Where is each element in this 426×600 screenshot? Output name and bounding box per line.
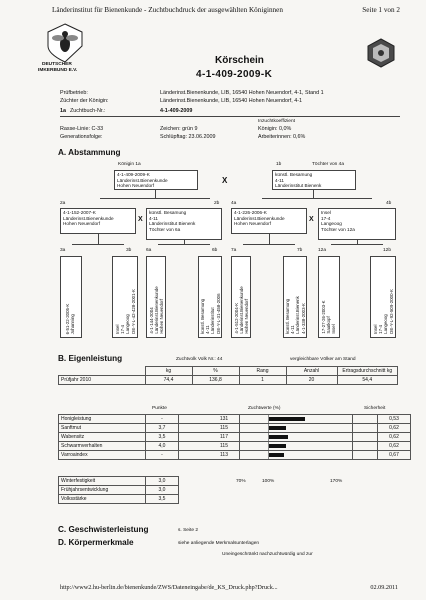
pedigree-box-3a <box>60 256 82 338</box>
table-cell <box>353 415 378 424</box>
box-line: Hohen Neuendorf <box>117 183 155 189</box>
merkmal-sicherheit: 0,67 <box>378 451 411 460</box>
merkmal-punkte: 4,0 <box>146 442 179 451</box>
hexagon-bee-icon <box>366 38 396 68</box>
box-line: Länderinst.Bienenkunde <box>117 177 168 183</box>
pedigree-box-1b <box>272 170 356 190</box>
label-7b: 7b <box>297 248 303 253</box>
zuchtwert-bar-cell <box>240 451 353 460</box>
zuechter-value: Länderinst.Bienenkunde, LIB, 16540 Hohen Neuendorf, 4-1 <box>160 98 303 104</box>
box-line: 4-11 <box>275 177 285 183</box>
zuchtbuch-code: 1a <box>60 108 66 114</box>
merkmal-label: Frühjahrsentwicklung <box>59 486 146 495</box>
box-line: Länderinst.Bienenkunde <box>234 215 285 221</box>
merkmal-sicherheit: 0,62 <box>378 442 411 451</box>
box-line: Insel <box>115 324 120 334</box>
zuchtwert-bar-cell <box>240 424 353 433</box>
table-cell <box>353 442 378 451</box>
table-cell: 54,4 <box>337 376 398 385</box>
table-row <box>59 451 411 460</box>
box-line: 17-4 <box>120 325 126 334</box>
label-6b: 6b <box>212 248 218 253</box>
zuchtwert-bar <box>268 417 305 421</box>
vbox-text <box>234 287 250 334</box>
zuchtwert-100-line <box>268 433 269 441</box>
box-line: 4-1-512-2004-K <box>234 303 239 334</box>
d-note: siehe anliegende Merkmalsunterlagen <box>178 541 260 546</box>
box-line: künstl. Besamung <box>285 299 290 334</box>
zuchtbuch-value: 4-1-409-2009 <box>160 108 193 114</box>
pedigree-box-4a <box>231 208 307 234</box>
label-3b: 3b <box>126 248 132 253</box>
table-cell <box>353 451 378 460</box>
table-header: Ertragsdurchschnitt kg <box>337 367 398 376</box>
pedigree-box-7a <box>231 256 251 338</box>
box-line: Länderinst.Bienenk <box>295 296 301 334</box>
label-toechter-4a: Töchter von 4a <box>312 162 344 167</box>
generation-label: Generationsfolge: <box>60 134 103 140</box>
table-row <box>59 433 411 442</box>
merkmal-zuchtwert: 115 <box>209 424 240 433</box>
box-line: Langeoog <box>383 314 389 334</box>
table-row <box>59 495 179 504</box>
table-cell <box>179 433 210 442</box>
schlupf-label: Schlüpftag: 23.06.2009 <box>160 134 216 140</box>
label-12b: 12b <box>383 248 392 253</box>
rasse-label: Rasse-Linie: C-33 <box>60 126 104 132</box>
merkmal-zuchtwert: 115 <box>209 442 240 451</box>
table-cell <box>179 424 210 433</box>
box-line: DE-Y-L-31-458-2006 <box>215 293 221 334</box>
merkmal-punkte: - <box>146 451 179 460</box>
footer-url: http://www2.hu-berlin.de/bienenkunde/ZWS/Dateneingabe/de_KS_Druck.php?Druck... <box>60 584 278 591</box>
merkmal-zuchtwert: 117 <box>209 433 240 442</box>
merkmal-punkte: - <box>146 415 179 424</box>
zuchtwert-100-line <box>268 442 269 450</box>
box-line: 4-1-144-2004 <box>149 307 154 334</box>
eigenleistung-table <box>58 366 398 385</box>
label-2b: 2b <box>214 201 220 206</box>
table-cell: 1 <box>239 376 286 385</box>
box-line: DE-Y-L-42-428-2001-K <box>130 289 136 334</box>
vbox-text <box>65 303 75 334</box>
table-cell: Prüfjahr 2010 <box>59 376 146 385</box>
label-1b: 1b <box>276 162 282 167</box>
merkmale-extra-table <box>58 476 179 504</box>
table-row <box>59 486 179 495</box>
connector <box>100 198 210 199</box>
table-header: % <box>192 367 239 376</box>
merkmal-sicherheit: 0,62 <box>378 424 411 433</box>
header-page-number: Seite 1 von 2 <box>362 6 400 14</box>
logo-text-1: DEUTSCHER <box>42 62 72 67</box>
vbox-text <box>115 289 136 334</box>
zuchtwert-bar <box>268 426 286 430</box>
merkmal-punkte: 3,7 <box>146 424 179 433</box>
table-row <box>59 415 411 424</box>
box-line: Länderinstitut Bienenk <box>149 221 196 227</box>
bee-logo-icon <box>38 22 92 62</box>
zuchtwerte-header: Zuchtwerte (%) <box>248 406 281 411</box>
vbox-text <box>285 296 306 334</box>
section-b-title: B. Eigenleistung <box>58 354 123 363</box>
zuchtwert-100-line <box>268 451 269 459</box>
box-line: Töchter von 6a <box>149 226 181 232</box>
connector <box>331 244 383 245</box>
connector <box>72 244 124 245</box>
zuchtwert-bar-cell <box>240 415 353 424</box>
connector <box>262 198 372 199</box>
zuchtwert-bar <box>268 435 288 439</box>
table-header: kg <box>145 367 192 376</box>
connector <box>158 244 210 245</box>
box-line: Insel <box>331 324 337 334</box>
table-row <box>59 442 411 451</box>
sicherheit-header: Sicherheit <box>364 406 386 411</box>
merkmal-zuchtwert: 113 <box>209 451 240 460</box>
label-7a: 7a <box>231 248 237 253</box>
label-1a: Königin 1a <box>118 162 141 167</box>
table-row <box>59 424 411 433</box>
label-12a: 12a <box>318 248 327 253</box>
box-line: 4-11 <box>149 215 159 221</box>
pedigree-box-2b <box>146 208 222 240</box>
merkmal-label: Volksstärke <box>59 495 146 504</box>
vbox-text <box>321 301 337 334</box>
box-line: Johanning <box>70 313 76 334</box>
connector <box>313 190 314 198</box>
table-cell <box>179 451 210 460</box>
box-line: 4-11 <box>290 325 296 334</box>
pedigree-box-7b <box>283 256 307 338</box>
box-line: 4-1-409-2009-K <box>117 172 150 177</box>
section-d-title: D. Körpermerkmale <box>58 538 134 547</box>
table-cell <box>353 424 378 433</box>
arbeiter-label: Arbeiterinnen: 0,6% <box>258 134 306 140</box>
zuchtwert-100-line <box>268 415 269 423</box>
label-4a: 4a <box>231 201 237 206</box>
inzucht-label: Inzuchtkoeffizient <box>258 119 295 124</box>
merkmal-label: Honigleistung <box>59 415 146 424</box>
cross-mark: X <box>309 216 314 223</box>
scale-170: 170% <box>330 479 343 484</box>
vbox-text <box>200 294 221 334</box>
box-line: 4-1-226-2006-K <box>234 210 267 215</box>
label-4b: 4b <box>386 201 392 206</box>
merkmal-label: Schwarmverhalten <box>59 442 146 451</box>
table-row <box>59 477 179 486</box>
zuchtbuch-label: Zuchtbuch-Nr.: <box>70 108 106 114</box>
table-cell <box>179 415 210 424</box>
table-cell: 74,4 <box>145 376 192 385</box>
table-cell: 20 <box>286 376 337 385</box>
zuchtvolk-label: Zuchtvolk Volk Nr.: 44 <box>176 357 223 362</box>
scale-70: 70% <box>236 479 246 484</box>
table-cell <box>353 433 378 442</box>
table-cell <box>59 367 146 376</box>
footer-date: 02.09.2011 <box>370 584 398 591</box>
logo-text-2: IMKERBUND E.V. <box>38 68 78 73</box>
label-6a: 6a <box>146 248 152 253</box>
merkmal-punkte: 3,0 <box>146 486 179 495</box>
vbox-text <box>373 289 394 334</box>
box-line: DE-Y-L-92-509-2000-K <box>388 289 394 334</box>
box-line: 4-11 <box>205 325 211 334</box>
zuchtwert-bar-cell <box>240 433 353 442</box>
box-line: Insel <box>373 324 378 334</box>
koenigin-label: Königin: 0,0% <box>258 126 292 132</box>
vbox-text <box>149 287 165 334</box>
cross-mark: X <box>222 176 228 185</box>
box-line: Länderinst.Bienenkunde <box>239 286 245 334</box>
merkmal-label: Wabensitz <box>59 433 146 442</box>
merkmal-label: Varroaindex <box>59 451 146 460</box>
connector <box>98 234 99 244</box>
zuchtwert-100-line <box>268 424 269 432</box>
box-line: 17-4 <box>321 215 331 221</box>
pedigree-box-6b <box>198 256 222 338</box>
connector <box>269 234 270 244</box>
cross-mark: X <box>138 216 143 223</box>
merkmal-punkte: 3,0 <box>146 477 179 486</box>
pruefbetrieb-label: Prüfbetrieb: <box>60 90 88 96</box>
label-3a: 3a <box>60 248 66 253</box>
table-header-row <box>59 367 398 376</box>
table-row <box>59 376 398 385</box>
pedigree-box-1a <box>114 170 198 190</box>
table-header: Rang <box>239 367 286 376</box>
c-note: s. Seite 2 <box>178 528 198 533</box>
pedigree-box-12b <box>370 256 396 338</box>
section-a-title: A. Abstammung <box>58 148 121 157</box>
zuchtwert-bar <box>268 444 286 448</box>
box-line: Saatkopf <box>326 316 332 334</box>
table-cell <box>179 442 210 451</box>
scale-100: 100% <box>262 479 275 484</box>
pedigree-box-2a <box>60 208 136 234</box>
merkmal-zuchtwert: 131 <box>209 415 240 424</box>
label-2a: 2a <box>60 201 66 206</box>
box-line: 17-4 <box>378 325 384 334</box>
table-cell: 136,8 <box>192 376 239 385</box>
merkmal-punkte: 3,5 <box>146 495 179 504</box>
box-line: Töchter von 12a <box>321 226 355 232</box>
box-line: künstl. Besamung <box>149 210 187 215</box>
pruefbetrieb-value: Länderinst.Bienenkunde, LIB, 16540 Hohen Neuendorf, 4-1, Stand 1 <box>160 90 324 96</box>
table-header: Anzahl <box>286 367 337 376</box>
signature-note: Uneingeschränkt nachzuchtwürdig und zur <box>222 552 313 557</box>
pedigree-box-3b <box>112 256 138 338</box>
box-line: Langeoog <box>125 314 131 334</box>
box-line: 17-27-26-2003-K <box>321 300 326 334</box>
box-line: Hohen Neuendorf <box>234 221 272 227</box>
pedigree-box-12a <box>318 256 340 338</box>
box-line: Insel <box>321 210 331 215</box>
merkmal-sicherheit: 0,53 <box>378 415 411 424</box>
doc-title: Körschein <box>215 55 264 66</box>
box-line: 6-51-22-2005-K <box>65 303 70 334</box>
section-c-title: C. Geschwisterleistung <box>58 525 149 534</box>
merkmale-table <box>58 414 411 460</box>
box-line: Länderinst.Bienenkunde <box>63 215 114 221</box>
box-line: Hohen Neuendorf <box>63 221 101 227</box>
zuchtwert-bar-cell <box>240 442 353 451</box>
pedigree-box-6a <box>146 256 166 338</box>
merkmal-label: Winterfestigkeit <box>59 477 146 486</box>
box-line: Hohen Neuendorf <box>159 299 165 334</box>
box-line: Hohen Neuendorf <box>244 299 250 334</box>
merkmal-label: Sanftmut <box>59 424 146 433</box>
merkmale-rows <box>59 415 411 460</box>
header-institute: Länderinstitut für Bienenkunde - Zuchtbuchdruck der ausgewählten Königinnen <box>52 6 283 14</box>
connector <box>243 244 295 245</box>
dib-logo <box>38 22 92 74</box>
box-line: 4-1-152-2007-K <box>63 210 96 215</box>
zuchtwert-bar <box>268 453 284 457</box>
doc-number: 4-1-409-2009-K <box>196 69 273 80</box>
zeichen-label: Zeichen: grün 9 <box>160 126 198 132</box>
punkte-header: Punkte <box>152 406 167 411</box>
vergleich-label: vergleichbare Völker am Stand <box>290 357 356 362</box>
box-line: Langeoog <box>321 221 342 227</box>
box-line: künstl. Besamung <box>200 299 205 334</box>
box-line: künstl. Besamung <box>275 172 313 177</box>
box-line: Länderinstitut <box>210 307 216 334</box>
pedigree-box-4b <box>318 208 396 240</box>
connector <box>155 190 156 198</box>
merkmale-extra-rows <box>59 477 179 504</box>
box-line: Länderinstitut Bienenk <box>275 183 322 189</box>
merkmal-punkte: 3,5 <box>146 433 179 442</box>
box-line: Länderinst.Bienenkunde <box>154 286 160 334</box>
box-line: 4-1-338-2003-K <box>300 303 306 334</box>
merkmal-sicherheit: 0,62 <box>378 433 411 442</box>
divider <box>60 116 400 117</box>
zuechter-label: Züchter der Königin: <box>60 98 109 104</box>
